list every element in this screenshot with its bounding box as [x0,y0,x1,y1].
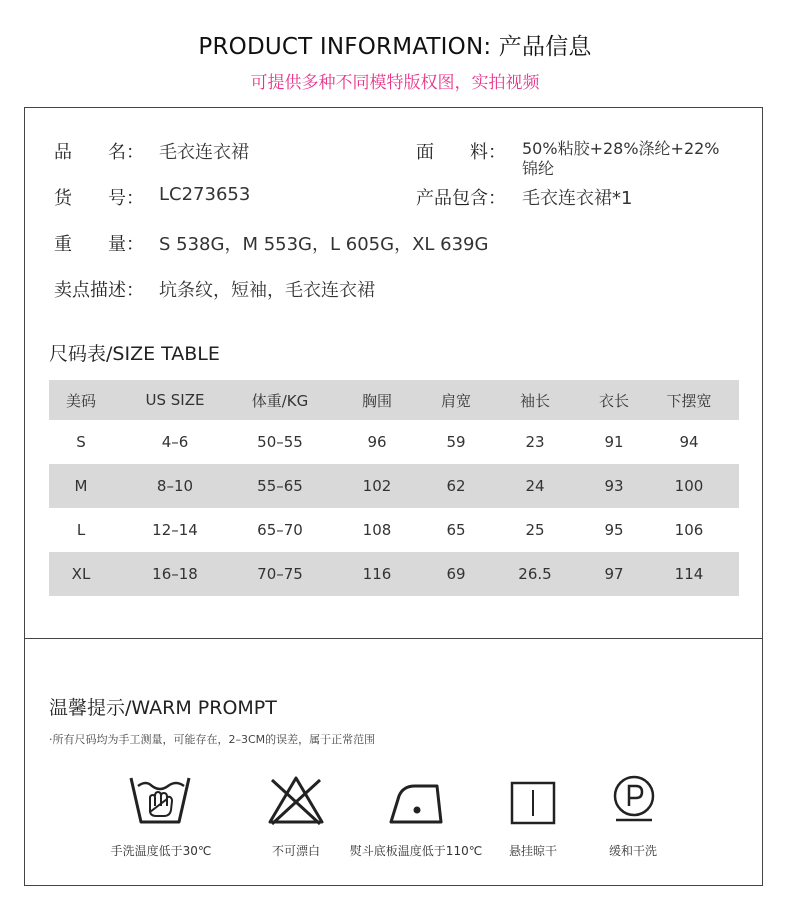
selling-point-value: 坑条纹，短袖，毛衣连衣裙 [159,280,375,301]
warm-prompt-title: 温馨提示/WARM PROMPT [49,697,277,719]
table-cell: 59 [446,433,466,451]
header-cell: 肩宽 [440,391,471,410]
table-cell: 70–75 [257,565,303,583]
dry-clean-icon [610,774,658,822]
table-cell: 25 [525,521,545,539]
fabric-label: 面 料： [416,142,506,163]
table-row [49,508,739,552]
table-cell: 4–6 [161,433,189,451]
item-number-label: 货 号： [54,188,144,209]
table-row [49,552,739,596]
care-label-iron: 熨斗底板温度低于110℃ [349,844,483,858]
hang-dry-icon [509,780,557,826]
table-cell: 16–18 [152,565,198,583]
table-cell: 108 [362,521,392,539]
measurement-note: ·所有尺码均为手工测量，可能存在，2–3CM的误差，属于正常范围 [49,733,376,746]
table-cell: XL [71,565,91,583]
header-cell: 体重/KG [251,391,309,410]
size-table [49,380,739,596]
table-cell: 55–65 [257,477,303,495]
table-cell: 116 [362,565,392,583]
care-label-hang-dry: 悬挂晾干 [508,844,558,858]
table-cell: 69 [446,565,466,583]
table-cell: M [74,477,88,495]
table-cell: 100 [674,477,704,495]
iron-icon [387,780,447,826]
care-label-dry-clean: 缓和干洗 [608,844,658,858]
hand-wash-icon [128,772,192,828]
table-cell: 65–70 [257,521,303,539]
weight-value: S 538G，M 553G，L 605G，XL 639G [159,234,489,255]
item-number-value: LC273653 [159,184,251,205]
section-divider [24,638,763,639]
page-title: PRODUCT INFORMATION: 产品信息 [198,34,592,60]
page-subtitle: 可提供多种不同模特版权图，实拍视频 [250,73,540,93]
header-cell: 胸围 [361,391,392,410]
table-cell: 102 [362,477,392,495]
table-cell: 50–55 [257,433,303,451]
name-value: 毛衣连衣裙 [159,142,249,163]
care-label-no-bleach: 不可漂白 [271,844,321,858]
table-cell: 8–10 [156,477,194,495]
header-cell: 美码 [65,391,96,410]
table-cell: 106 [674,521,704,539]
header-cell: 下摆宽 [666,391,712,410]
table-cell: 23 [525,433,545,451]
table-cell: S [76,433,86,451]
size-table-title: 尺码表/SIZE TABLE [49,343,220,365]
table-cell: 65 [446,521,466,539]
no-bleach-icon [266,774,326,826]
size-table-header [49,380,739,420]
table-cell: 97 [604,565,624,583]
weight-label: 重 量： [54,234,144,255]
table-row [49,420,739,464]
table-cell: 62 [446,477,466,495]
table-cell: 114 [674,565,704,583]
table-cell: 95 [604,521,624,539]
name-label: 品 名： [54,142,144,163]
table-cell: 91 [604,433,624,451]
fabric-value: 50%粘胶+28%涤纶+22%锦纶 [522,139,720,178]
table-cell: 94 [679,433,699,451]
selling-point-label: 卖点描述： [54,280,144,301]
table-cell: 12–14 [152,521,198,539]
table-cell: 93 [604,477,624,495]
header-cell: 衣长 [598,391,629,410]
table-row [49,464,739,508]
table-cell: 26.5 [518,565,552,583]
table-cell: 96 [367,433,387,451]
table-cell: 24 [525,477,545,495]
care-label-hand-wash: 手洗温度低于30℃ [110,844,212,858]
header-cell: US SIZE [145,391,205,409]
package-value: 毛衣连衣裙*1 [522,188,633,209]
header-cell: 袖长 [519,391,550,410]
table-cell: L [76,521,86,539]
package-label: 产品包含： [416,188,506,209]
